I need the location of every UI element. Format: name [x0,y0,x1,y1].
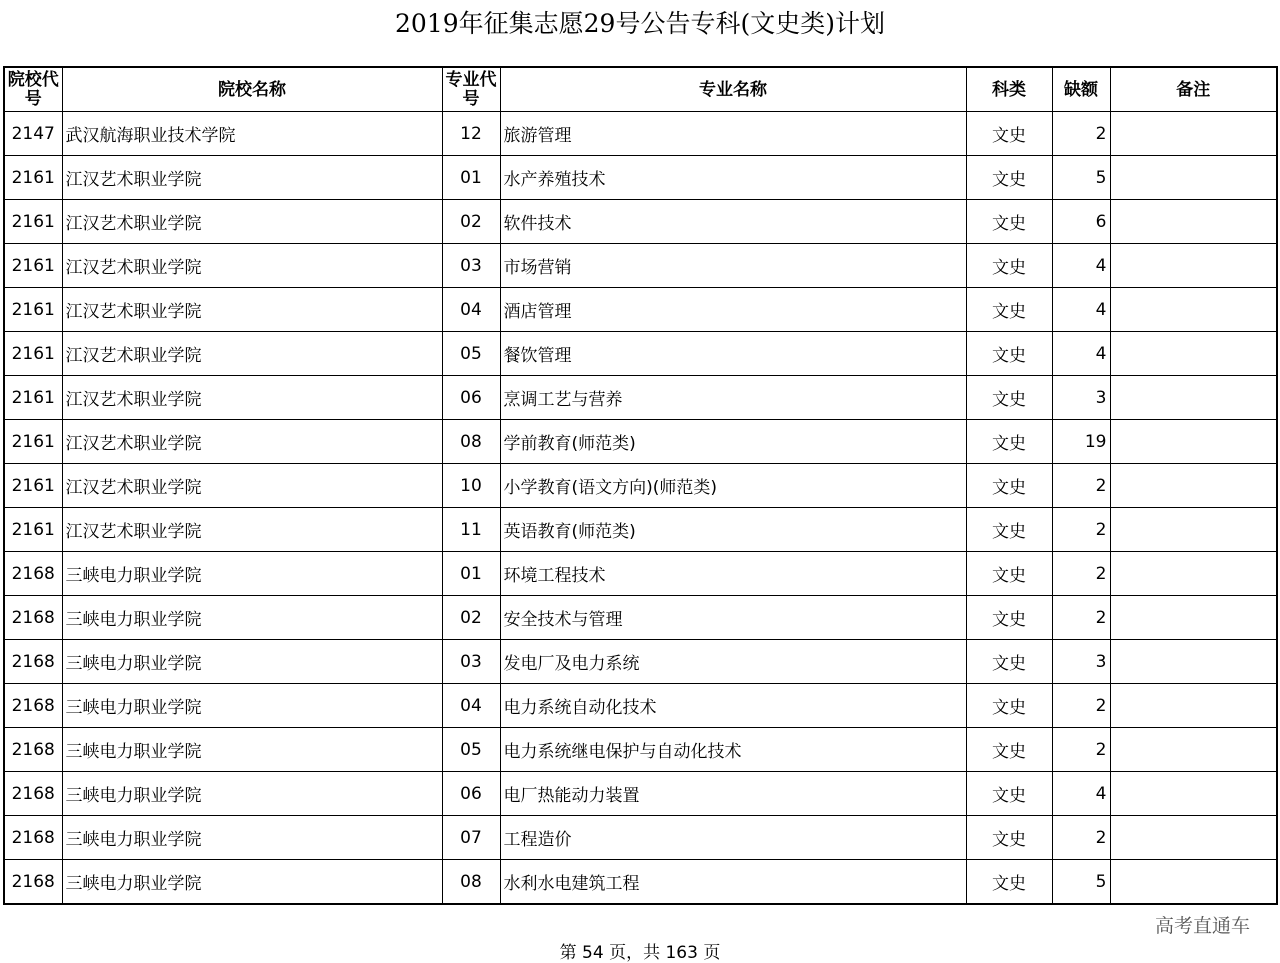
table-row [4,420,1277,464]
cell-major-code: 02 [442,596,500,640]
cell-major-code: 10 [442,464,500,508]
table-row [4,816,1277,860]
cell-remark [1110,640,1277,684]
cell-major-code: 05 [442,728,500,772]
cell-major-code: 07 [442,816,500,860]
cell-remark [1110,772,1277,816]
table-row [4,596,1277,640]
cell-vacancy: 2 [1052,464,1110,508]
cell-category: 文史 [966,112,1052,156]
cell-school-code: 2161 [4,244,62,288]
cell-major-name: 水产养殖技术 [500,156,966,200]
header-remark: 备注 [1110,67,1277,112]
table-row [4,640,1277,684]
cell-remark [1110,156,1277,200]
cell-category: 文史 [966,288,1052,332]
cell-major-code: 06 [442,772,500,816]
cell-major-code: 12 [442,112,500,156]
cell-category: 文史 [966,376,1052,420]
cell-vacancy: 2 [1052,112,1110,156]
table-row [4,200,1277,244]
table-row [4,860,1277,905]
cell-school-code: 2168 [4,552,62,596]
cell-major-code: 01 [442,552,500,596]
cell-category: 文史 [966,156,1052,200]
header-major-name: 专业名称 [500,67,966,112]
cell-major-name: 安全技术与管理 [500,596,966,640]
table-row [4,156,1277,200]
cell-vacancy: 2 [1052,816,1110,860]
cell-major-code: 02 [442,200,500,244]
cell-major-name: 工程造价 [500,816,966,860]
table-row [4,464,1277,508]
cell-vacancy: 19 [1052,420,1110,464]
cell-school-name: 江汉艺术职业学院 [62,244,442,288]
cell-remark [1110,244,1277,288]
cell-school-code: 2147 [4,112,62,156]
header-school-code: 院校代号 [4,67,62,112]
cell-vacancy: 2 [1052,508,1110,552]
cell-major-name: 英语教育(师范类) [500,508,966,552]
cell-major-name: 发电厂及电力系统 [500,640,966,684]
cell-school-code: 2168 [4,728,62,772]
cell-category: 文史 [966,420,1052,464]
table-row [4,376,1277,420]
cell-vacancy: 4 [1052,288,1110,332]
cell-category: 文史 [966,640,1052,684]
cell-category: 文史 [966,508,1052,552]
cell-vacancy: 2 [1052,552,1110,596]
header-school-name: 院校名称 [62,67,442,112]
cell-vacancy: 2 [1052,596,1110,640]
cell-major-name: 水利水电建筑工程 [500,860,966,905]
cell-school-name: 江汉艺术职业学院 [62,156,442,200]
cell-major-name: 小学教育(语文方向)(师范类) [500,464,966,508]
cell-vacancy: 2 [1052,684,1110,728]
cell-school-code: 2161 [4,288,62,332]
cell-major-name: 餐饮管理 [500,332,966,376]
cell-vacancy: 3 [1052,376,1110,420]
cell-major-code: 04 [442,684,500,728]
cell-vacancy: 4 [1052,244,1110,288]
cell-school-code: 2161 [4,508,62,552]
cell-school-code: 2161 [4,376,62,420]
cell-school-name: 江汉艺术职业学院 [62,420,442,464]
cell-school-name: 江汉艺术职业学院 [62,288,442,332]
watermark: 高考直通车 [1154,915,1250,937]
table-header [4,67,1277,112]
cell-category: 文史 [966,244,1052,288]
cell-school-name: 江汉艺术职业学院 [62,376,442,420]
cell-school-name: 三峡电力职业学院 [62,816,442,860]
cell-school-code: 2168 [4,860,62,905]
header-vacancy: 缺额 [1052,67,1110,112]
page-footer: 第 54 页，共 163 页 [559,943,721,963]
cell-remark [1110,728,1277,772]
cell-school-name: 三峡电力职业学院 [62,684,442,728]
cell-major-name: 环境工程技术 [500,552,966,596]
table-row [4,508,1277,552]
cell-major-name: 烹调工艺与营养 [500,376,966,420]
cell-category: 文史 [966,772,1052,816]
cell-school-code: 2161 [4,156,62,200]
cell-vacancy: 2 [1052,728,1110,772]
cell-vacancy: 5 [1052,156,1110,200]
cell-category: 文史 [966,860,1052,905]
cell-school-code: 2168 [4,684,62,728]
header-major-code: 专业代号 [442,67,500,112]
cell-major-name: 旅游管理 [500,112,966,156]
cell-category: 文史 [966,728,1052,772]
cell-remark [1110,684,1277,728]
table-row [4,552,1277,596]
cell-vacancy: 4 [1052,332,1110,376]
cell-major-code: 05 [442,332,500,376]
cell-school-name: 三峡电力职业学院 [62,596,442,640]
header-category: 科类 [966,67,1052,112]
cell-major-name: 酒店管理 [500,288,966,332]
cell-school-code: 2161 [4,420,62,464]
cell-vacancy: 3 [1052,640,1110,684]
cell-remark [1110,464,1277,508]
cell-remark [1110,112,1277,156]
cell-remark [1110,420,1277,464]
cell-remark [1110,376,1277,420]
cell-school-name: 三峡电力职业学院 [62,860,442,905]
cell-school-code: 2168 [4,772,62,816]
page-title: 2019年征集志愿29号公告专科(文史类)计划 [395,9,885,38]
cell-remark [1110,596,1277,640]
cell-major-name: 电厂热能动力装置 [500,772,966,816]
cell-major-code: 03 [442,640,500,684]
cell-school-code: 2168 [4,596,62,640]
cell-school-name: 江汉艺术职业学院 [62,200,442,244]
cell-remark [1110,200,1277,244]
cell-category: 文史 [966,200,1052,244]
cell-school-name: 江汉艺术职业学院 [62,464,442,508]
cell-remark [1110,552,1277,596]
cell-school-code: 2161 [4,332,62,376]
cell-school-name: 三峡电力职业学院 [62,728,442,772]
table-row [4,112,1277,156]
cell-remark [1110,816,1277,860]
cell-major-code: 01 [442,156,500,200]
cell-category: 文史 [966,596,1052,640]
cell-major-name: 市场营销 [500,244,966,288]
table-row [4,728,1277,772]
cell-major-code: 03 [442,244,500,288]
cell-remark [1110,508,1277,552]
cell-remark [1110,288,1277,332]
cell-remark [1110,860,1277,905]
cell-major-code: 11 [442,508,500,552]
cell-school-name: 三峡电力职业学院 [62,640,442,684]
plan-table [3,66,1278,905]
cell-major-code: 08 [442,860,500,905]
cell-school-name: 江汉艺术职业学院 [62,332,442,376]
table-row [4,332,1277,376]
table-row [4,244,1277,288]
table-body [4,112,1277,905]
table-row [4,288,1277,332]
cell-major-code: 04 [442,288,500,332]
cell-major-code: 08 [442,420,500,464]
cell-school-code: 2168 [4,816,62,860]
cell-school-code: 2161 [4,200,62,244]
table-row [4,772,1277,816]
cell-vacancy: 5 [1052,860,1110,905]
cell-vacancy: 4 [1052,772,1110,816]
cell-category: 文史 [966,464,1052,508]
cell-major-name: 软件技术 [500,200,966,244]
cell-school-name: 三峡电力职业学院 [62,552,442,596]
cell-school-name: 江汉艺术职业学院 [62,508,442,552]
cell-major-name: 学前教育(师范类) [500,420,966,464]
cell-vacancy: 6 [1052,200,1110,244]
cell-category: 文史 [966,552,1052,596]
cell-category: 文史 [966,684,1052,728]
table-row [4,684,1277,728]
cell-category: 文史 [966,332,1052,376]
cell-major-code: 06 [442,376,500,420]
cell-school-name: 武汉航海职业技术学院 [62,112,442,156]
cell-school-code: 2168 [4,640,62,684]
cell-school-code: 2161 [4,464,62,508]
cell-major-name: 电力系统自动化技术 [500,684,966,728]
cell-school-name: 三峡电力职业学院 [62,772,442,816]
cell-category: 文史 [966,816,1052,860]
cell-remark [1110,332,1277,376]
cell-major-name: 电力系统继电保护与自动化技术 [500,728,966,772]
